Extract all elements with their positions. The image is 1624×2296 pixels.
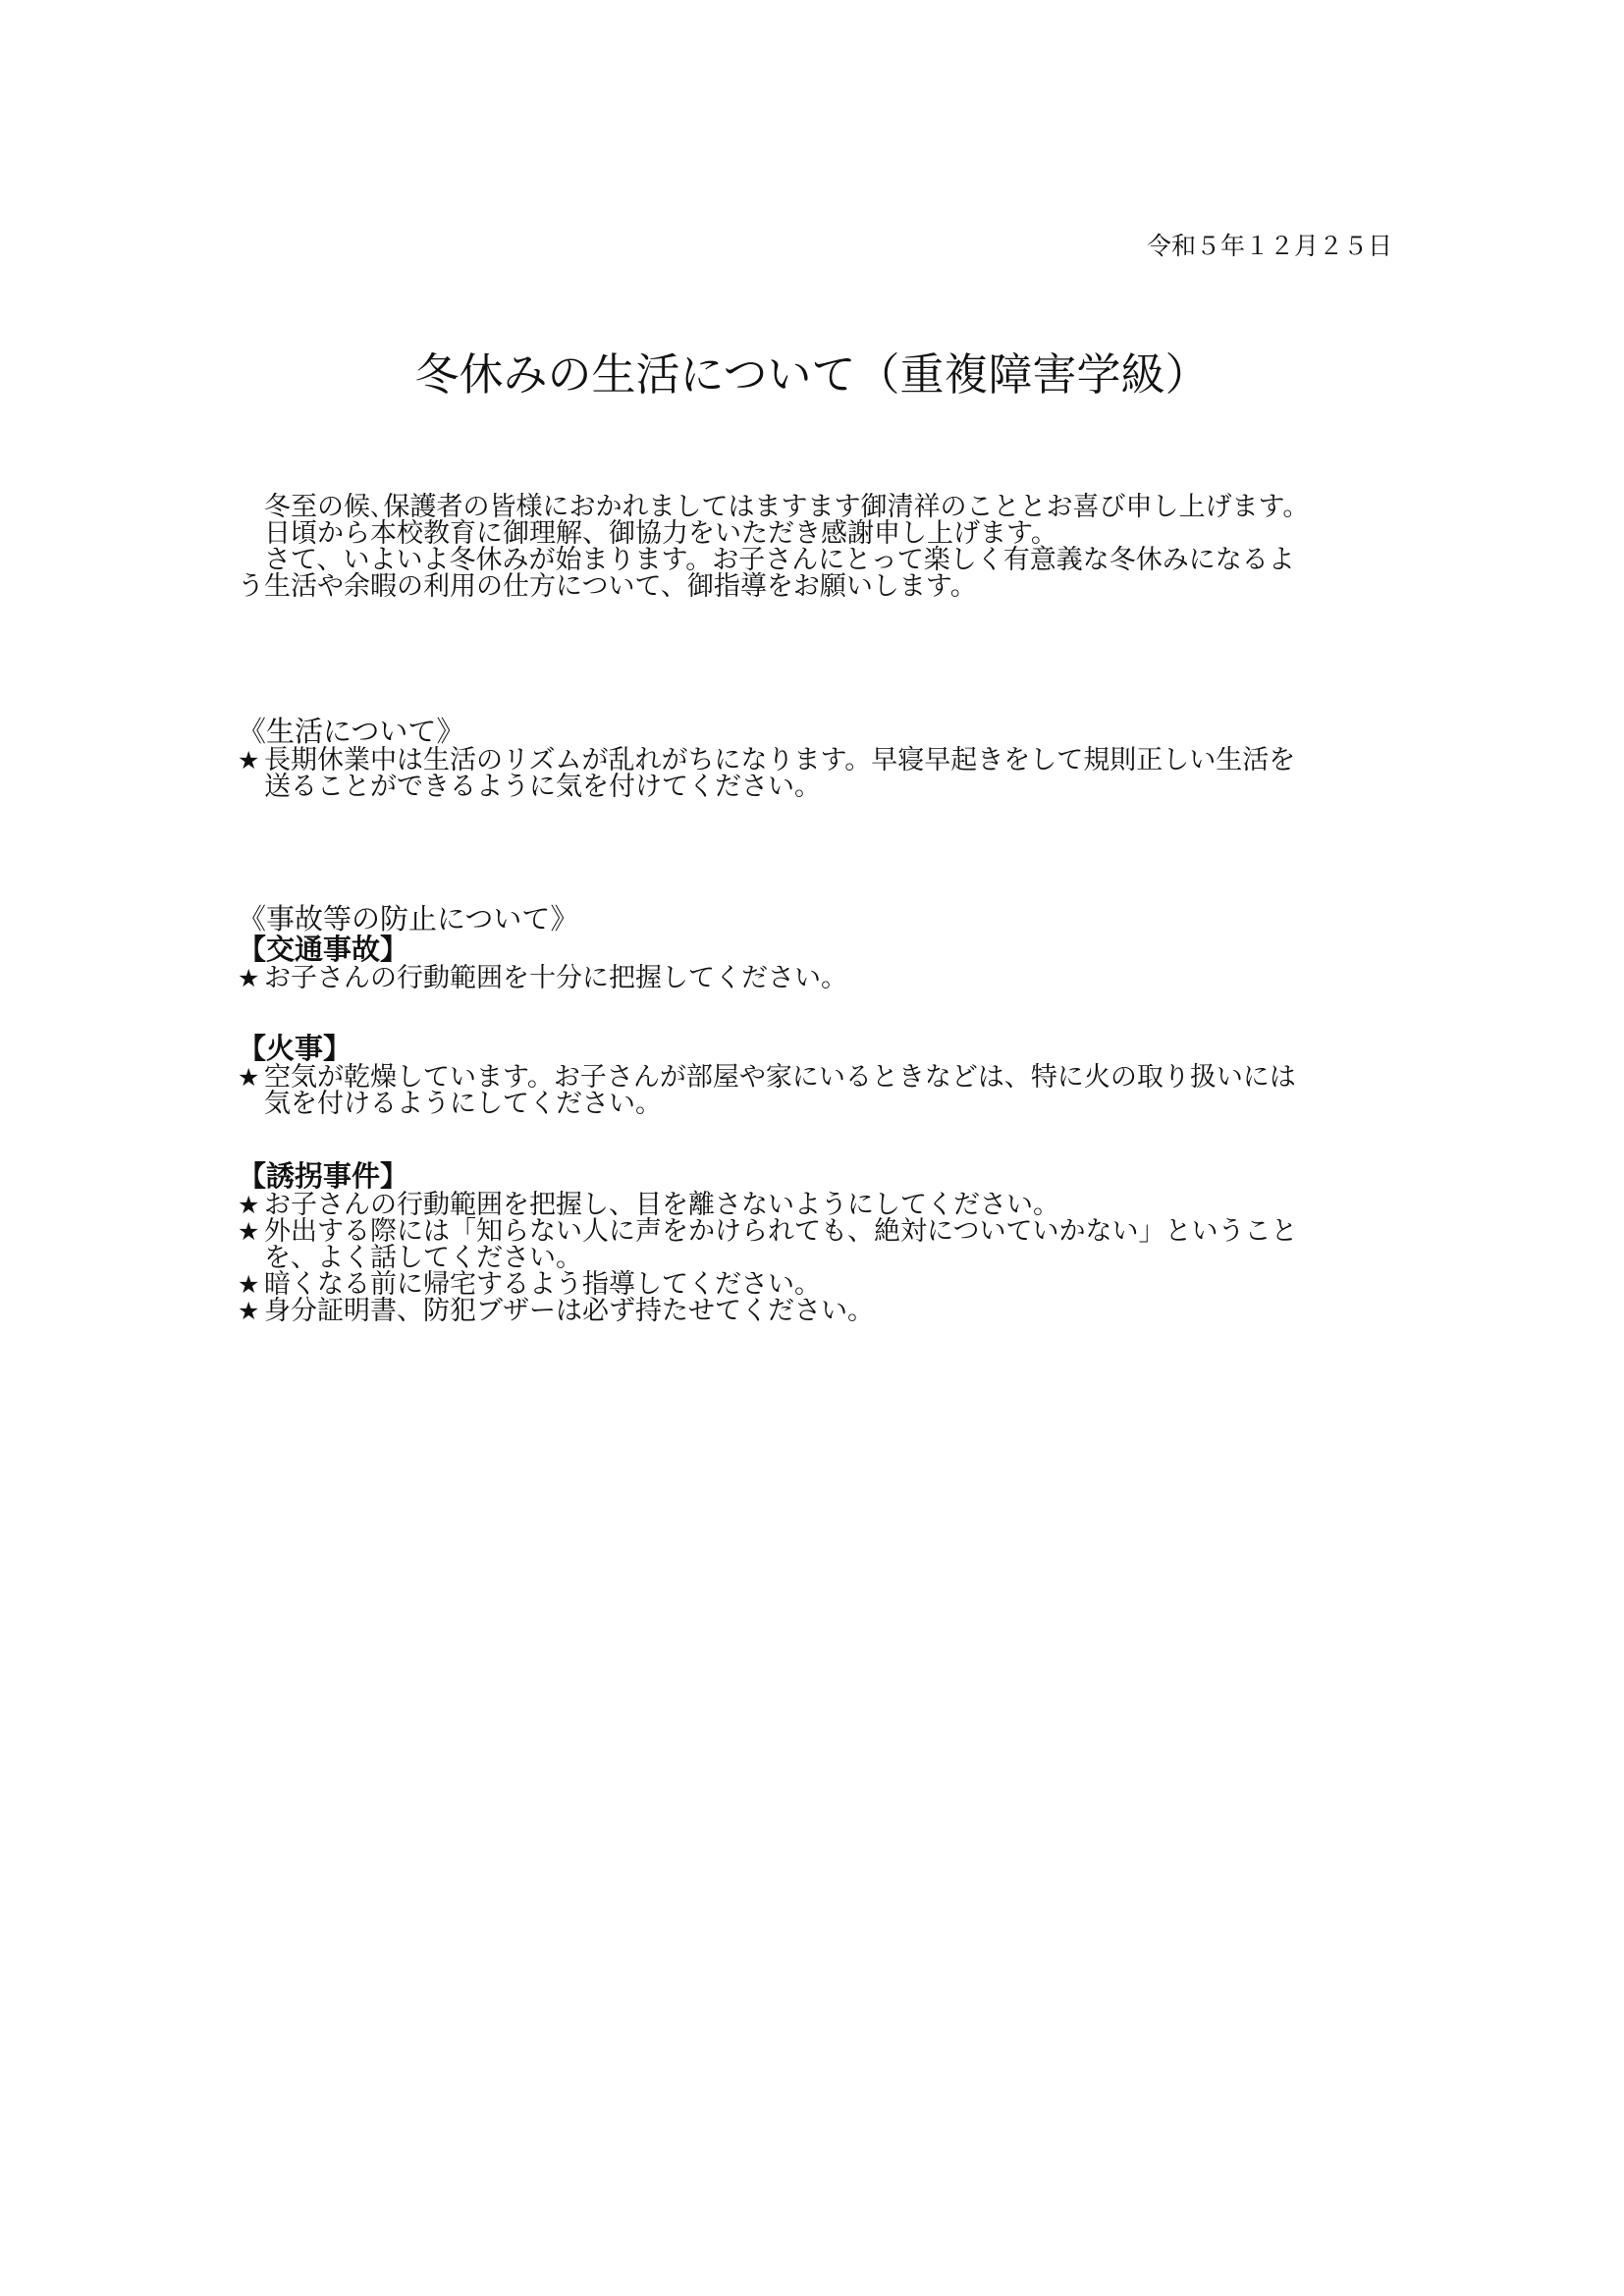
document-date: 令和５年１２月２５日 (1146, 232, 1392, 260)
kidnapping-subsection (238, 1161, 1396, 1324)
list-item-text: 身分証明書、防犯ブザーは必ず持たせてください。 (264, 1296, 874, 1326)
list-item-text: 外出する際には「知らない人に声をかけられても、絶対についていかない」ということ を、よく話してください。 (264, 1216, 1298, 1273)
kidnapping-heading: 【誘拐事件】 (238, 1159, 409, 1193)
life-section-heading: 《生活について》 (238, 715, 465, 748)
list-item (238, 1192, 1396, 1218)
star-icon: ★ (238, 1063, 260, 1092)
list-item (238, 1218, 1396, 1271)
star-icon: ★ (238, 1191, 260, 1219)
list-item-text: お子さんの行動範囲を把握し、目を離さないようにしてください。 (264, 1190, 1059, 1220)
list-item (238, 1271, 1396, 1298)
traffic-heading: 【交通事故】 (238, 933, 409, 966)
star-icon: ★ (238, 1270, 260, 1299)
fire-heading: 【火事】 (238, 1032, 352, 1065)
intro-line: 日頃から本校教育に御理解、御協力をいただき感謝申し上げます。 (264, 518, 1057, 549)
star-icon: ★ (238, 1297, 260, 1325)
list-item (238, 747, 1396, 800)
intro-line: 冬至の候､保護者の皆様におかれましてはますます御清祥のこととお喜び申し上げます。 (264, 492, 1310, 522)
list-item (238, 1298, 1396, 1324)
list-item (238, 1064, 1396, 1117)
life-section (238, 717, 1396, 800)
list-item-text: お子さんの行動範囲を十分に把握してください。 (264, 963, 847, 993)
intro-line: さて、いよいよ冬休みが始まります。お子さんにとって楽しく有意義な冬休みになるよ (264, 545, 1295, 575)
list-item (238, 965, 1396, 991)
star-icon: ★ (238, 964, 260, 992)
star-icon: ★ (238, 1217, 260, 1246)
list-item-text: 暗くなる前に帰宅するよう指導してください。 (264, 1269, 821, 1300)
list-item-text: 空気が乾燥しています。お子さんが部屋や家にいるときなどは、特に火の取り扱いには 気を付けるようにしてください。 (264, 1062, 1296, 1119)
intro-paragraph (238, 494, 1396, 600)
fire-subsection (238, 1034, 1396, 1117)
document-title: 冬休みの生活について（重複障害学級） (414, 348, 1210, 400)
accident-section (238, 904, 1396, 991)
star-icon: ★ (238, 746, 260, 774)
accident-section-heading: 《事故等の防止について》 (238, 902, 579, 935)
intro-line: う生活や余暇の利用の仕方について、御指導をお願いします。 (238, 571, 977, 602)
list-item-text: 長期休業中は生活のリズムが乱れがちになります。早寝早起きをして規則正しい生活を 送ることができるように気を付けてください。 (264, 745, 1296, 802)
